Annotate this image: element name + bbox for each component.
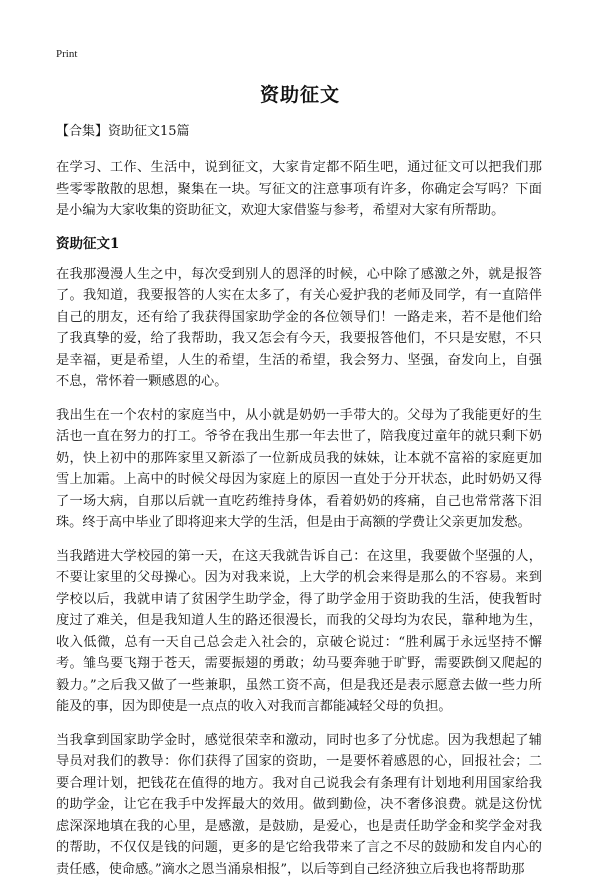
print-link[interactable]: Print — [56, 48, 78, 60]
body-paragraph: 当我踏进大学校园的第一天，在这天我就告诉自己：在这里，我要做个坚强的人，不要让家里的父母操心。因为对我来说，上大学的机会来得是那么的不容易。来到学校以后，我就申请了贫困学生助学金，得了助学金用于资助我的生活，使我暂时度过了难关，但是我知道人生的路还很漫长，而我的父母均为农民，靠种地为生，收入低微，总有一天自己总会走入社会的，京破仑说过：“胜利属于永远坚持不懈考。雏鸟要飞翔于苍天，需要振翅的勇敢；幼马要奔驰于旷野，需要跌倒又爬起的毅力。”之后我又做了一些兼职，虽然工资不高，但是我还是表示愿意去做一些力所能及的事，因为即使是一点点的收入对我而言都能减轻父母的负担。 — [56, 548, 542, 714]
section-heading: 资助征文1 — [56, 235, 120, 252]
page-title: 资助征文 — [259, 84, 340, 106]
body-paragraph: 当我拿到国家助学金时，感觉很荣幸和激动，同时也多了分忧虑。因为我想起了辅导员对我们的教导：你们获得了国家的资助，一是要怀着感恩的心，回报社会；二要合理计划，把钱花在值得的地方。我对自己说我会有条理有计划地利用国家给我的助学金，让它在我手中发挥最大的效用。做到勤俭，决不奢侈浪费。就是这份忧虑深深地填在我的心里，是感激，是鼓励，是爱心，也是责任助学金和奖学金对我的帮助，不仅仅是钱的问题，更多的是它给我带来了言之不尽的鼓励和发自内心的责任感，使命感。”滴水之恩当涌泉相报”，以后等到自己经济独立后我也将帮助那 — [56, 732, 542, 877]
collection-line: 【合集】资助征文15篇 — [56, 124, 190, 139]
body-paragraph: 我出生在一个农村的家庭当中，从小就是奶奶一手带大的。父母为了我能更好的生活也一直在努力的打工。爷爷在我出生那一年去世了，陪我度过童年的就只剩下奶奶，快上初中的那阵家里又新添了一位新成员我的妹妹，让本就不富裕的家庭更加雪上加霜。上高中的时候父母因为家庭上的原因一直处于分开状态，此时奶奶又得了一场大病，自那以后就一直吃药维持身体，看着奶奶的疼痛，自己也常常落下泪珠。终于高中毕业了即将迎来大学的生活，但是由于高额的学费让父亲更加发愁。 — [56, 407, 542, 530]
intro-paragraph: 在学习、工作、生活中，说到征文，大家肯定都不陌生吧，通过征文可以把我们那些零零散散的思想，聚集在一块。写征文的注意事项有许多，你确定会写吗？下面是小编为大家收集的资助征文，欢迎大家借鉴与参考，希望对大家有所帮助。 — [56, 160, 542, 218]
body-paragraph: 在我那漫漫人生之中，每次受到别人的恩泽的时候，心中除了感激之外，就是报答了。我知道，我要报答的人实在太多了，有关心爱护我的老师及同学，有一直陪伴自己的朋友，还有给了我获得国家助学金的各位领导们！一路走来，若不是他们给了我真挚的爱，给了我帮助，我又怎会有今天，我要报答他们，不只是安慰，不只是幸福，更是希望，人生的希望，生活的希望，我会努力、坚强，奋发向上，自强不息，常怀着一颗感恩的心。 — [56, 266, 542, 389]
document-body — [56, 122, 542, 892]
